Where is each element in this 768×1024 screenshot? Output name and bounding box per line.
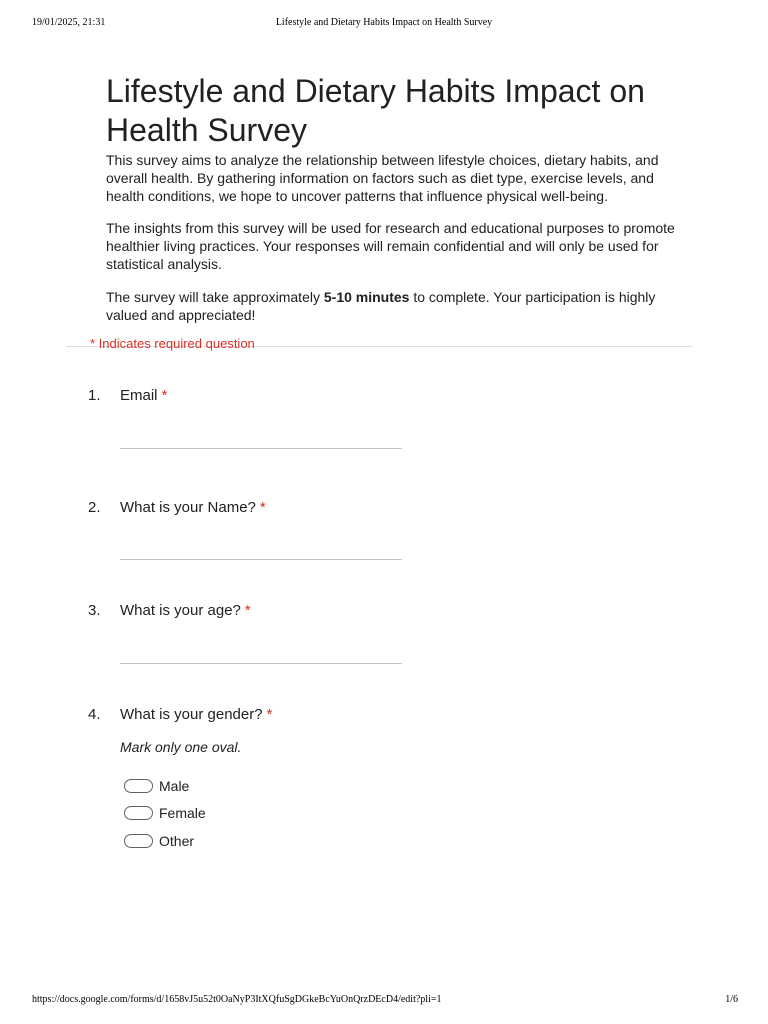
question-number: 2. — [88, 499, 101, 516]
required-asterisk: * — [244, 602, 251, 619]
email-answer-field[interactable] — [120, 448, 402, 449]
radio-oval[interactable] — [124, 779, 153, 793]
form-description-1: This survey aims to analyze the relationship between lifestyle choices, dietary habits, and overall health. By gathering information on factors such as diet type, exercise levels, and health conditions, we hope to uncover patterns that influence physical well-being. — [106, 152, 659, 204]
print-url: https://docs.google.com/forms/d/1658vJ5u52t0OaNyP3ItXQfuSgDGkeBcYuOnQrzDEcD4/edit?pli=1 — [32, 994, 442, 1005]
radio-oval[interactable] — [124, 834, 153, 848]
question-text — [120, 387, 167, 404]
option-male[interactable] — [124, 777, 189, 795]
question-text — [120, 706, 272, 723]
description-3-after: to complete. Your participation is highly valued and appreciated! — [106, 289, 656, 323]
required-asterisk: * — [259, 499, 266, 516]
radio-oval[interactable] — [124, 806, 153, 820]
question-number: 3. — [88, 602, 101, 619]
question-label: What is your gender? — [120, 706, 263, 723]
form-description-3 — [106, 288, 686, 324]
print-datetime: 19/01/2025, 21:31 — [32, 17, 106, 28]
option-label: Other — [159, 833, 195, 849]
question-label: Email — [120, 387, 158, 404]
question-text — [120, 602, 251, 619]
question-label: What is your Name? — [120, 499, 256, 516]
duration-emphasis: 5-10 minutes — [323, 289, 410, 305]
option-label: Male — [159, 778, 190, 794]
name-answer-field[interactable] — [120, 559, 402, 560]
page-number: 1/6 — [725, 994, 738, 1005]
question-text — [120, 499, 266, 516]
question-instruction: Mark only one oval. — [120, 739, 242, 755]
form-title: Lifestyle and Dietary Habits Impact on Health Survey — [106, 73, 645, 148]
question-number: 1. — [88, 387, 101, 404]
required-asterisk: * — [266, 706, 273, 723]
option-female[interactable] — [124, 804, 206, 822]
option-other[interactable] — [124, 832, 194, 850]
print-title: Lifestyle and Dietary Habits Impact on Health Survey — [275, 17, 493, 28]
question-label: What is your age? — [120, 602, 241, 619]
required-note: * Indicates required question — [90, 336, 255, 351]
age-answer-field[interactable] — [120, 663, 402, 664]
form-description-2: The insights from this survey will be used for research and educational purposes to promote healthier living practices. Your responses will remain confidential and will only be used for statistical analysis. — [106, 220, 675, 272]
description-3-before: The survey will take approximately — [106, 289, 324, 305]
required-asterisk: * — [161, 387, 168, 404]
option-label: Female — [159, 805, 206, 821]
question-number: 4. — [88, 706, 101, 723]
